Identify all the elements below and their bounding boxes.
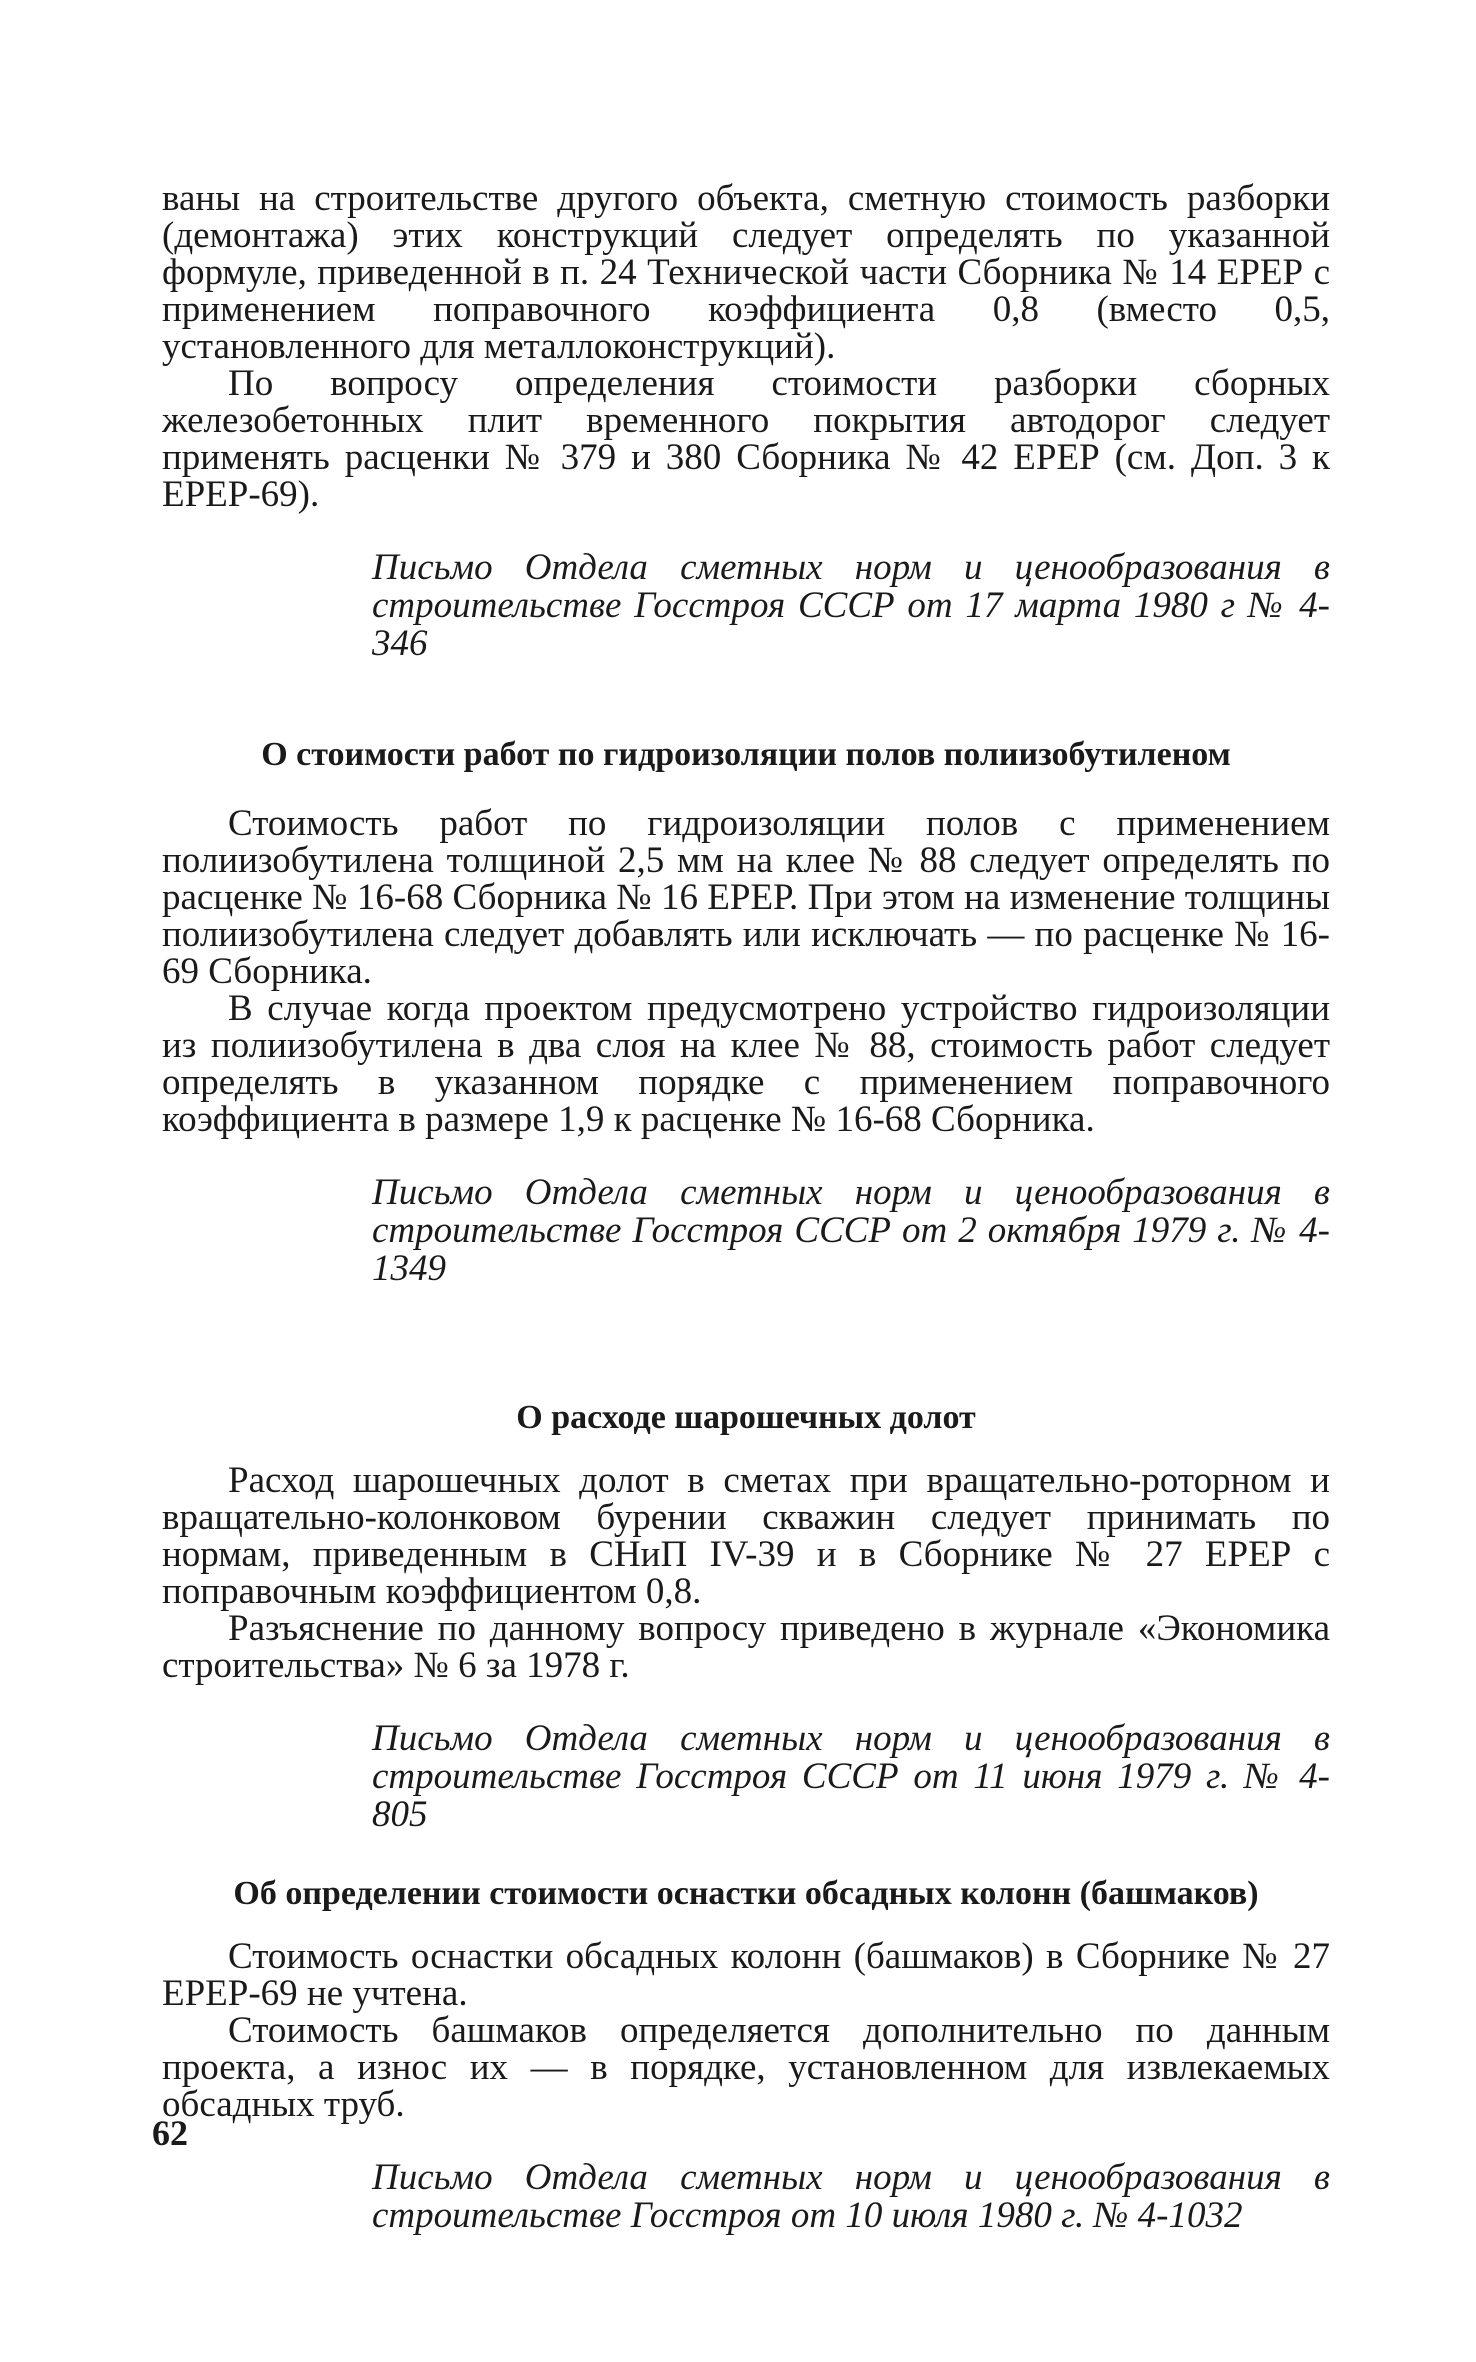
section-paragraph: Разъяснение по данному вопросу приведено в журнале «Экономика строительства» № 6 за 1978 г. (162, 1608, 1330, 1686)
section-paragraph: Стоимость башмаков определяется дополнительно по данным проекта, а износ их — в порядке, установленном для извлекаемых обсадных труб. (162, 2010, 1330, 2125)
section-signature: Письмо Отдела сметных норм и ценообразования в строительстве Госстроя СССР от 11 июня 1979 г. № 4-805 (372, 1718, 1330, 1835)
section-signature: Письмо Отдела сметных норм и ценообразования в строительстве Госстроя от 10 июля 1980 г. № 4-1032 (372, 2157, 1330, 2236)
section-signature: Письмо Отдела сметных норм и ценообразования в строительстве Госстроя СССР от 2 октября 1979 г. № 4-1349 (372, 1172, 1330, 1289)
intro-signature: Письмо Отдела сметных норм и ценообразования в строительстве Госстроя СССР от 17 марта 1980 г № 4-346 (372, 547, 1330, 664)
section-paragraph: В случае когда проектом предусмотрено устройство гидроизоляции из полиизобутилена в два слоя на клее № 88, стоимость работ следует определять в указанном порядке с применением поправочного коэффициента в размере 1,9 к расценке № 16-68 Сборника. (162, 988, 1330, 1140)
page-content (162, 180, 1330, 2235)
page-number: 62 (152, 2113, 188, 2153)
section-paragraph: Расход шарошечных долот в сметах при вращательно-роторном и вращательно-колонковом бурении скважин следует принимать по нормам, приведенным в СНиП IV-39 и в Сборнике № 27 ЕРЕР с поправочным коэффициентом 0,8. (162, 1460, 1330, 1612)
section-heading-waterproofing: О стоимости работ по гидроизоляции полов полиизобутиленом (261, 736, 1231, 773)
section-heading-drill-bits: О расходе шарошечных долот (516, 1399, 976, 1436)
section-paragraph: Стоимость оснастки обсадных колонн (башмаков) в Сборнике № 27 ЕРЕР-69 не учтена. (162, 1936, 1330, 2014)
intro-paragraph: ваны на строительстве другого объекта, сметную стоимость разборки (демонтажа) этих конструкций следует определять по указанной формуле, приведенной в п. 24 Технической части Сборника № 14 ЕРЕР с применением поправочного коэффициента 0,8 (вместо 0,5, установленного для металлоконструкций). (162, 178, 1330, 367)
section-paragraph: Стоимость работ по гидроизоляции полов с применением полиизобутилена толщиной 2,5 мм на клее № 88 следует определять по расценке № 16-68 Сборника № 16 ЕРЕР. При этом на изменение толщины полиизобутилена следует добавлять или исключать — по расценке № 16-69 Сборника. (162, 803, 1330, 992)
section-heading-casing-shoes: Об определении стоимости оснастки обсадных колонн (башмаков) (233, 1875, 1259, 1912)
intro-paragraph: По вопросу определения стоимости разборки сборных железобетонных плит временного покрытия автодорог следует применять расценки № 379 и 380 Сборника № 42 ЕРЕР (см. Доп. 3 к ЕРЕР-69). (162, 363, 1330, 515)
